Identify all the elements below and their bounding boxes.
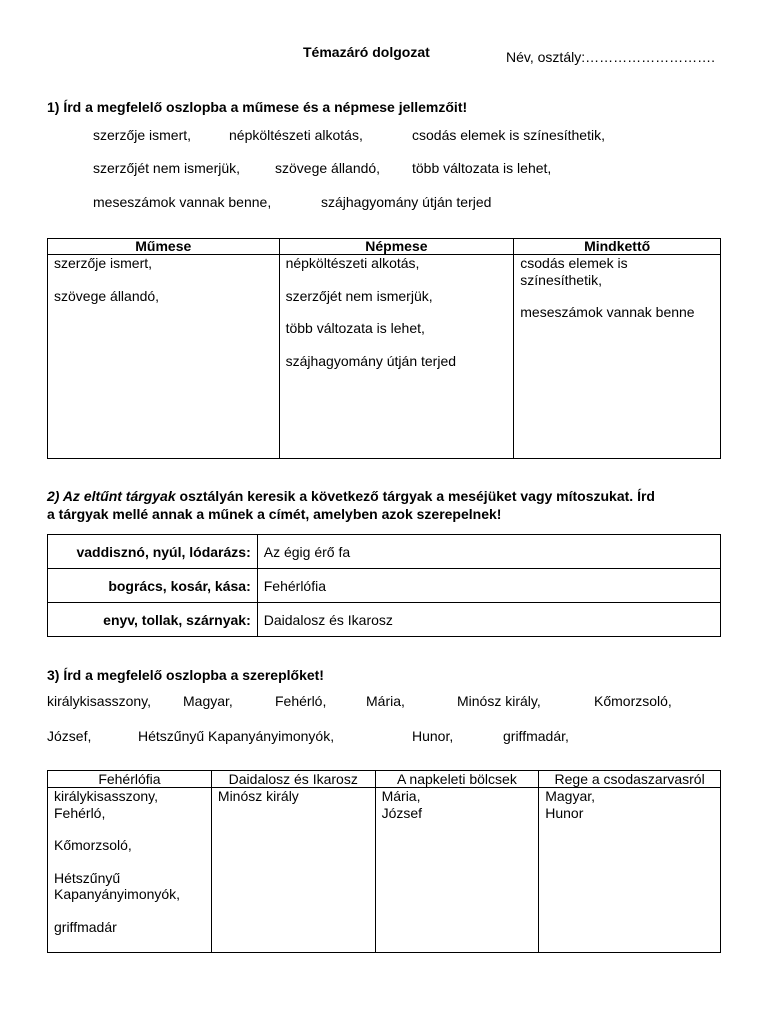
answer-item: Magyar, [545,788,596,804]
answer-cell-mindketto [514,255,721,459]
answer-item: szerzője ismert, [54,255,153,271]
answer-cell-napkeleti [375,788,539,953]
table-row [48,569,721,603]
answer-item: Kőmorzsoló, [54,837,132,853]
table-tale-types [47,238,721,459]
word-bank-item: szájhagyomány útján terjed [321,194,492,210]
answer-item: szerzőjét nem ismerjük, [285,287,433,304]
work-title-answer: Fehérlófia [257,569,720,603]
word-bank-item: meseszámok vannak benne, [93,194,272,210]
word-bank-item: több változata is lehet, [412,160,552,176]
objects-label: vaddisznó, nyúl, lódarázs: [48,535,258,569]
column-header-daidalosz: Daidalosz és Ikarosz [211,771,375,788]
word-bank-item: Mária, [366,693,405,709]
word-bank-item: királykisasszony, [47,693,151,709]
section3-heading: 3) Írd a megfelelő oszlopba a szereplőket! [47,667,324,683]
word-bank-item: szövege állandó, [275,160,381,176]
answer-item: Minósz király [217,788,299,804]
answer-cell-nepmese [279,255,514,459]
table-row [48,535,721,569]
column-header-feherlofia: Fehérlófia [48,771,212,788]
answer-item: Mária, [381,788,421,804]
column-header-mindketto: Mindkettő [514,239,721,255]
answer-item: Hétszűnyű [54,869,121,886]
section1-heading: 1) Írd a megfelelő oszlopba a műmese és a népmese jellemzőit! [47,99,468,115]
word-bank-item: griffmadár, [503,728,569,744]
answer-item: Fehérló, [54,804,106,821]
answer-item: griffmadár [54,918,117,935]
answer-item: Hunor [545,804,584,821]
answer-cell-mumese [48,255,280,459]
table-lost-objects [47,534,721,637]
word-bank-item: csodás elemek is színesíthetik, [412,127,605,143]
answer-item: csodás elemek is [520,255,628,271]
word-bank-item: Hétszűnyű Kapanyányimonyók, [138,728,335,744]
table-row [48,603,721,637]
answer-item: meseszámok vannak benne [520,304,695,320]
word-bank-item: népköltészeti alkotás, [229,127,363,143]
objects-label: bogrács, kosár, kása: [48,569,258,603]
answer-item: népköltészeti alkotás, [285,255,420,271]
answer-item: Kapanyányimonyók, [54,886,181,902]
word-bank-item: Minósz király, [457,693,541,709]
answer-item: szájhagyomány útján terjed [285,352,457,369]
column-header-rege: Rege a csodaszarvasról [539,771,721,788]
column-header-mumese: Műmese [48,239,280,255]
word-bank-item: Fehérló, [275,693,327,709]
answer-cell-rege [539,788,721,953]
section2-heading-rest: osztályán keresik a következő tárgyak a meséjüket vagy mítoszukat. Írd [175,488,655,504]
section2-heading-italic: 2) Az eltűnt tárgyak [47,488,176,504]
section2-heading-line2: a tárgyak mellé annak a műnek a címét, amelyben azok szerepelnek! [47,506,502,522]
answer-cell-feherlofia [48,788,212,953]
work-title-answer: Az égig érő fa [257,535,720,569]
word-bank-item: szerzője ismert, [93,127,192,143]
word-bank-item: szerzőjét nem ismerjük, [93,160,241,176]
section2-heading [47,488,655,504]
table-characters [47,770,721,953]
page-title: Témazáró dolgozat [303,44,430,60]
answer-cell-daidalosz [211,788,375,953]
word-bank-item: Kőmorzsoló, [594,693,672,709]
column-header-napkeleti: A napkeleti bölcsek [375,771,539,788]
work-title-answer: Daidalosz és Ikarosz [257,603,720,637]
answer-item: József [381,804,423,821]
word-bank-item: József, [47,728,92,744]
word-bank-item: Magyar, [183,693,233,709]
answer-item: királykisasszony, [54,788,158,804]
objects-label: enyv, tollak, szárnyak: [48,603,258,637]
answer-item: több változata is lehet, [285,320,425,336]
name-class-field: Név, osztály:………………………. [506,49,715,65]
column-header-nepmese: Népmese [279,239,514,255]
answer-item: színesíthetik, [520,271,602,288]
word-bank-item: Hunor, [412,728,454,744]
answer-item: szövege állandó, [54,287,160,304]
